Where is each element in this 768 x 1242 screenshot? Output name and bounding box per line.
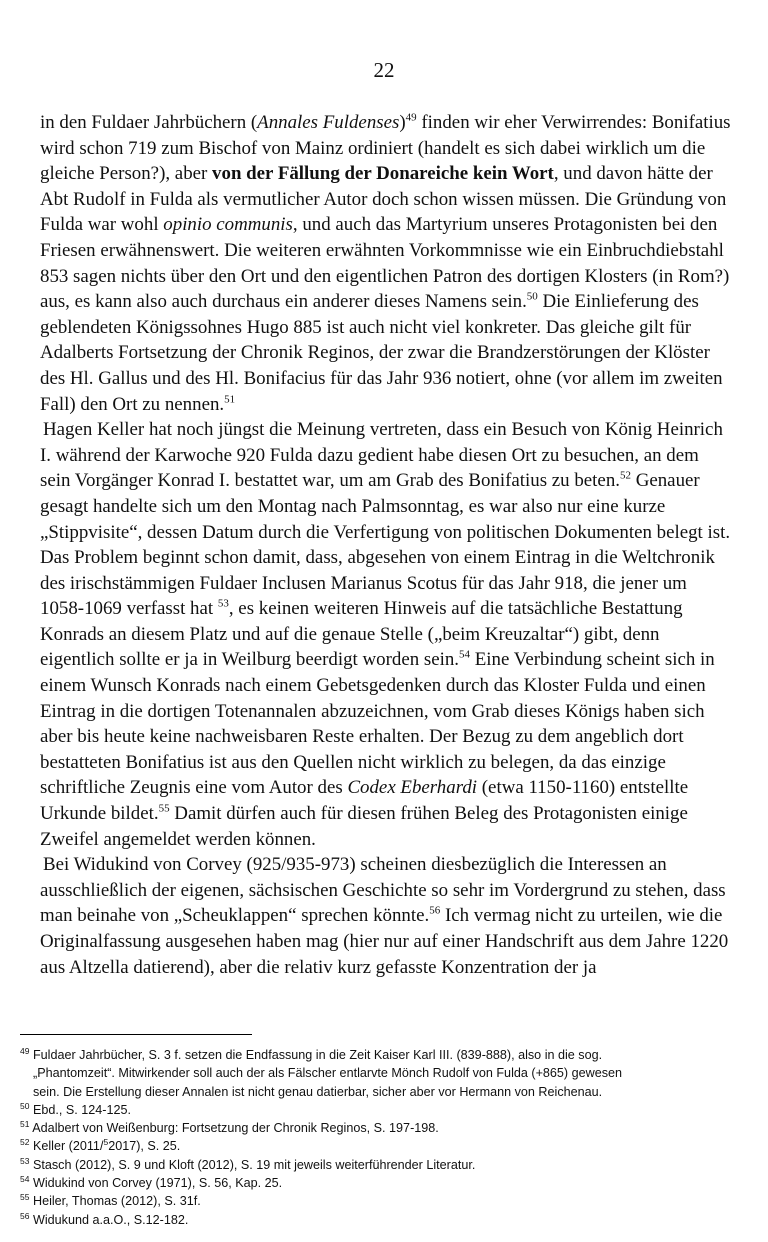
paragraph (40, 417, 732, 852)
footnote-text: Widukund a.a.O., S.12-182. (32, 1212, 189, 1227)
text-run: Hagen Keller hat noch jüngst die Meinung vertreten, dass ein Besuch von König Heinrich I. während der Karwoche 920 Fulda dazu gedient habe diesen Ort zu besuchen, an dem sein Vorgänger Konrad I. bestattet war, um am Grab des Bonifatius zu beten. (40, 419, 723, 492)
text-run: finden wir eher Verwirrendes: Bonifatius wird schon 719 zum Bischof von Mainz ordiniert (handelt es sich dabei wirklich um die gleiche Person?), aber (40, 112, 731, 185)
footnote-number: 53 (20, 1155, 30, 1166)
footnote-ref: 55 (158, 802, 170, 815)
page-number: 22 (373, 58, 395, 82)
footnote (20, 1192, 732, 1210)
text-run: in den Fuldaer Jahrbüchern ( (40, 112, 258, 133)
footnote-text: „Phantomzeit“. Mitwirkender soll auch der als Fälscher entlarvte Mönch Rudolf von Fulda (+865) gewesen (33, 1066, 623, 1081)
footnote-text: Keller (2011/ (32, 1139, 104, 1154)
footnote-ref: 49 (405, 111, 417, 124)
footnote-text: 5 (103, 1137, 109, 1148)
paragraph (40, 852, 732, 980)
footnote-number: 56 (20, 1210, 30, 1221)
text-run: , und davon hätte der Abt Rudolf in Fulda als vermutlicher Autor doch schon wissen müssen. Die Gründung von Fulda war wohl (40, 163, 727, 236)
footnote (20, 1101, 732, 1119)
footnote-ref: 54 (459, 649, 471, 662)
footnote-text: Ebd., S. 124-125. (32, 1102, 131, 1117)
footnote-ref: 52 (619, 470, 631, 483)
text-run: Genauer gesagt handelte sich um den Montag nach Palmsonntag, es war also nur eine kurze „Stippvisite“, dessen Datum durch die Verfertigung von politischen Dokumenten belegt ist. Das Problem beginnt schon damit, dass, abgesehen von einem Eintrag in die Weltchronik des irischstämmigen Fuldaer Inclusen Marianus Scotus für das Jahr 918, die jener um 1058-1069 verfasst hat (40, 470, 731, 620)
footnote-text: Adalbert von Weißenburg: Fortsetzung der Chronik Reginos, S. 197-198. (32, 1121, 439, 1136)
footnote-text: sein. Die Erstellung dieser Annalen ist nicht genau datierbar, sicher aber vor Hermann von Reichenau. (33, 1084, 603, 1099)
footnote (20, 1119, 732, 1137)
footnote-number: 49 (20, 1045, 30, 1056)
footnote (20, 1174, 732, 1192)
footnote-ref: 56 (429, 905, 441, 918)
text-run: Ich vermag nicht zu urteilen, wie die Originalfassung ausgesehen haben mag (hier nur auf einer Handschrift aus dem Jahre 1220 aus Altzella datierend), aber die relativ kurz gefasste Konzentration der ja (40, 905, 729, 978)
body-text (40, 110, 732, 980)
footnote (20, 1137, 732, 1155)
text-run: , und auch das Martyrium unseres Protagonisten bei den Friesen erwähnenswert. Die weiteren erwähnten Vorkommnisse wie ein Einbruchdiebstahl 853 sagen nichts über den Ort und den eigentlichen Patron des dortigen Klosters (in Rom?) aus, es kann also auch durchaus ein anderer dieses Namens sein. (40, 214, 730, 313)
text-run: Damit dürfen auch für diesen frühen Beleg des Protagonisten einige Zweifel angemeldet werden können. (40, 803, 688, 850)
footnote (20, 1046, 732, 1064)
footnote-number: 54 (20, 1173, 30, 1184)
footnote-number: 51 (20, 1119, 30, 1129)
paragraph (40, 110, 732, 417)
text-run: opinio communis (163, 214, 293, 236)
text-run: , es keinen weiteren Hinweis auf die tatsächliche Bestattung Konrads an diesem Platz und auf die genaue Stelle („beim Kreuzaltar“) gibt, denn eigentlich sollte er ja in Weilburg beerdigt worden sein. (40, 598, 683, 671)
footnotes (20, 1046, 732, 1229)
footnote-number: 55 (20, 1192, 30, 1203)
footnote-ref: 50 (526, 290, 538, 303)
text-run: (etwa 1150-1160) entstellte Urkunde bildet. (40, 777, 689, 825)
footnote-text: Heiler, Thomas (2012), S. 31f. (32, 1194, 201, 1209)
text-run: Bei Widukind von Corvey (925/935-973) scheinen diesbezüglich die Interessen an ausschließlich der eigenen, sächsischen Geschichte so sehr im Vordergrund zu stehen, dass man beinahe von „Scheuklappen“ sprechen könnte. (40, 854, 726, 927)
text-run: Eine Verbindung scheint sich in einem Wunsch Konrads nach einem Gebetsgedenken durch das Kloster Fulda und einen Eintrag in die dortigen Totenannalen abzuzeichnen, vom Grab dieses Königs haben sich aber bis heute keine nachweisbaren Reste erhalten. Der Bezug zu dem angeblich dort bestatteten Bonifatius ist aus den Quellen nicht wirklich zu belegen, da das einzige schriftliche Zeugnis eine vom Autor des (40, 649, 715, 799)
footnote-text: 2017), S. 25. (108, 1139, 181, 1154)
text-run: Annales Fuldenses (257, 112, 400, 133)
text-run: Die Einlieferung des geblendeten Königssohnes Hugo 885 ist auch nicht viel konkreter. Das gleiche gilt für Adalberts Fortsetzung der Chronik Reginos, der zwar die Brandzerstörungen der Klöster des Hl. Gallus und des Hl. Bonifacius für das Jahr 936 notiert, ohne (vor allem im zweiten Fall) den Ort zu nennen. (40, 291, 723, 415)
footnote-ref: 51 (224, 393, 236, 406)
footnote-ref: 53 (217, 597, 229, 610)
footnote-number: 52 (20, 1137, 30, 1148)
text-run: ) (399, 112, 406, 133)
footnote-text: Fuldaer Jahrbücher, S. 3 f. setzen die Endfassung in die Zeit Kaiser Karl III. (839-888), also in die sog. (32, 1048, 603, 1062)
footnote-text: Widukind von Corvey (1971), S. 56, Kap. 25. (32, 1176, 283, 1191)
footnote-text: Stasch (2012), S. 9 und Kloft (2012), S. 19 mit jeweils weiterführender Literatur. (32, 1157, 476, 1172)
text-run: Codex Eberhardi (347, 777, 478, 799)
footnote (20, 1156, 732, 1174)
footnote-number: 50 (20, 1100, 30, 1111)
text-run: von der Fällung der Donareiche kein Wort (212, 163, 554, 185)
footnote-separator (20, 1034, 252, 1035)
footnote (20, 1211, 732, 1229)
